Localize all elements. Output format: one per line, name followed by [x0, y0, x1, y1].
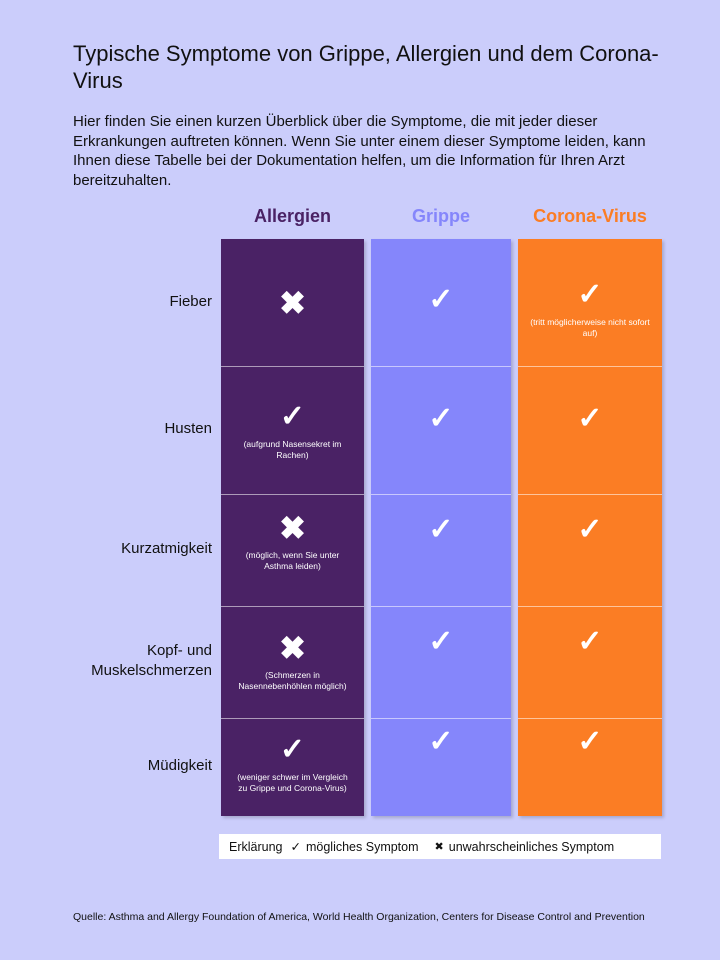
- source-note: Quelle: Asthma and Allergy Foundation of America, World Health Organization, Centers for Disease Control and Prevention: [73, 911, 645, 923]
- check-icon: ✓: [577, 513, 603, 546]
- cross-icon: ✖: [434, 841, 444, 853]
- legend-possible-text: mögliches Symptom: [305, 839, 419, 854]
- check-icon: ✓: [577, 725, 603, 758]
- cell-corona: [518, 726, 662, 758]
- cell-flu: [371, 284, 511, 316]
- row-divider: [518, 494, 662, 495]
- legend-label: Erklärung: [229, 839, 283, 854]
- check-icon: ✓: [428, 625, 454, 658]
- cell-note: (weniger schwer im Vergleich zu Grippe und Corona-Virus): [237, 772, 348, 793]
- row-divider: [221, 494, 364, 495]
- cell-corona: [518, 626, 662, 658]
- cell-allergy: [221, 734, 364, 794]
- row-label: Kurzatmigkeit: [121, 540, 212, 557]
- column-header-allergy: Allergien: [253, 206, 332, 226]
- legend: [219, 834, 661, 859]
- row-label: Fieber: [169, 293, 212, 310]
- row-divider: [221, 718, 364, 719]
- legend-unlikely-text: unwahrscheinliches Symptom: [448, 839, 615, 854]
- check-icon: ✓: [577, 278, 603, 311]
- cell-allergy: [221, 287, 364, 319]
- row-label: Kopf- und Muskelschmerzen: [91, 642, 212, 679]
- cell-flu: [371, 726, 511, 758]
- column-header-flu: Grippe: [411, 206, 470, 226]
- row-divider: [518, 718, 662, 719]
- check-icon: ✓: [428, 513, 454, 546]
- check-icon: ✓: [577, 625, 603, 658]
- row-divider: [221, 366, 364, 367]
- cell-flu: [371, 626, 511, 658]
- check-icon: ✓: [428, 283, 454, 316]
- check-icon: ✓: [428, 402, 454, 435]
- row-divider: [371, 718, 511, 719]
- check-icon: ✓: [428, 725, 454, 758]
- cross-icon: ✖: [279, 285, 306, 321]
- check-icon: ✓: [279, 400, 306, 433]
- cell-note: (tritt möglicherweise nicht sofort auf): [530, 317, 650, 338]
- row-divider: [371, 606, 511, 607]
- cell-allergy: [221, 632, 364, 692]
- row-label: Husten: [164, 420, 212, 437]
- row-divider: [518, 606, 662, 607]
- row-divider: [371, 366, 511, 367]
- cell-allergy: [221, 401, 364, 461]
- check-icon: ✓: [290, 840, 301, 854]
- row-divider: [518, 366, 662, 367]
- row-divider: [221, 606, 364, 607]
- check-icon: ✓: [279, 733, 306, 766]
- cell-corona: [518, 514, 662, 546]
- cross-icon: ✖: [279, 510, 306, 546]
- cell-note: (Schmerzen in Nasennebenhöhlen möglich): [238, 670, 347, 691]
- cell-note: (aufgrund Nasensekret im Rachen): [243, 439, 342, 460]
- cell-note: (möglich, wenn Sie unter Asthma leiden): [245, 550, 340, 571]
- column-header-corona: Corona-Virus: [533, 206, 647, 226]
- intro-text: Hier finden Sie einen kurzen Überblick über die Symptome, die mit jeder dieser Erkrankungen auftreten können. Wenn Sie unter einem dieser Symptome leiden, kann Ihnen diese Tabelle bei der Dokumentation helfen, um die Information für Ihren Arzt bereitzuhalten.: [73, 113, 646, 189]
- row-label: Müdigkeit: [147, 757, 212, 774]
- page-title: Typische Symptome von Grippe, Allergien und dem Corona-Virus: [73, 41, 659, 93]
- cell-flu: [371, 514, 511, 546]
- row-divider: [371, 494, 511, 495]
- cell-corona: [518, 279, 662, 339]
- cell-allergy: [221, 512, 364, 572]
- cell-flu: [371, 403, 511, 435]
- cross-icon: ✖: [279, 630, 306, 666]
- check-icon: ✓: [577, 402, 603, 435]
- cell-corona: [518, 403, 662, 435]
